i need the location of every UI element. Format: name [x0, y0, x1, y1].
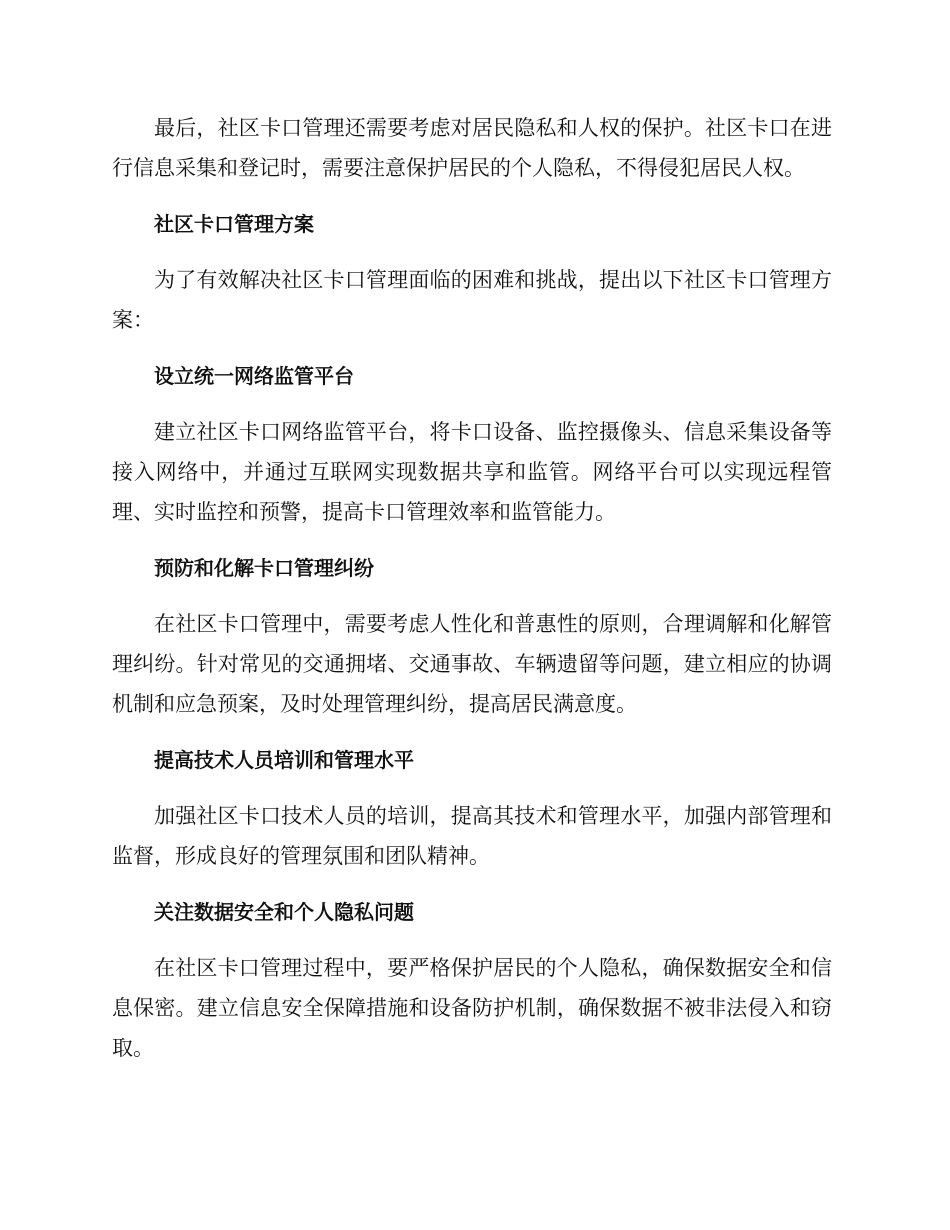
paragraph-plan-intro: 为了有效解决社区卡口管理面临的困难和挑战，提出以下社区卡口管理方案： — [112, 268, 832, 332]
paragraph-privacy-protection: 最后，社区卡口管理还需要考虑对居民隐私和人权的保护。社区卡口在进行信息采集和登记时，需要注意保护居民的个人隐私，不得侵犯居民人权。 — [112, 116, 832, 180]
paragraph-dispute-resolution: 在社区卡口管理中，需要考虑人性化和普惠性的原则，合理调解和化解管理纠纷。针对常见的交通拥堵、交通事故、车辆遗留等问题，建立相应的协调机制和应急预案，及时处理管理纠纷，提高居民满意度。 — [112, 612, 832, 716]
paragraph-data-security: 在社区卡口管理过程中，要严格保护居民的个人隐私，确保数据安全和信息保密。建立信息安全保障措施和设备防护机制，确保数据不被非法侵入和窃取。 — [112, 956, 832, 1060]
heading-staff-training: 提高技术人员培训和管理水平 — [154, 748, 414, 772]
paragraph-network-platform: 建立社区卡口网络监管平台，将卡口设备、监控摄像头、信息采集设备等接入网络中，并通过互联网实现数据共享和监管。网络平台可以实现远程管理、实时监控和预警，提高卡口管理效率和监管能力。 — [112, 420, 832, 524]
heading-data-security: 关注数据安全和个人隐私问题 — [154, 900, 414, 924]
heading-network-platform: 设立统一网络监管平台 — [154, 364, 354, 388]
paragraph-staff-training: 加强社区卡口技术人员的培训，提高其技术和管理水平，加强内部管理和监督，形成良好的管理氛围和团队精神。 — [112, 804, 832, 868]
heading-management-plan: 社区卡口管理方案 — [154, 212, 314, 236]
heading-dispute-resolution: 预防和化解卡口管理纠纷 — [154, 556, 374, 580]
document-page — [112, 108, 832, 1084]
